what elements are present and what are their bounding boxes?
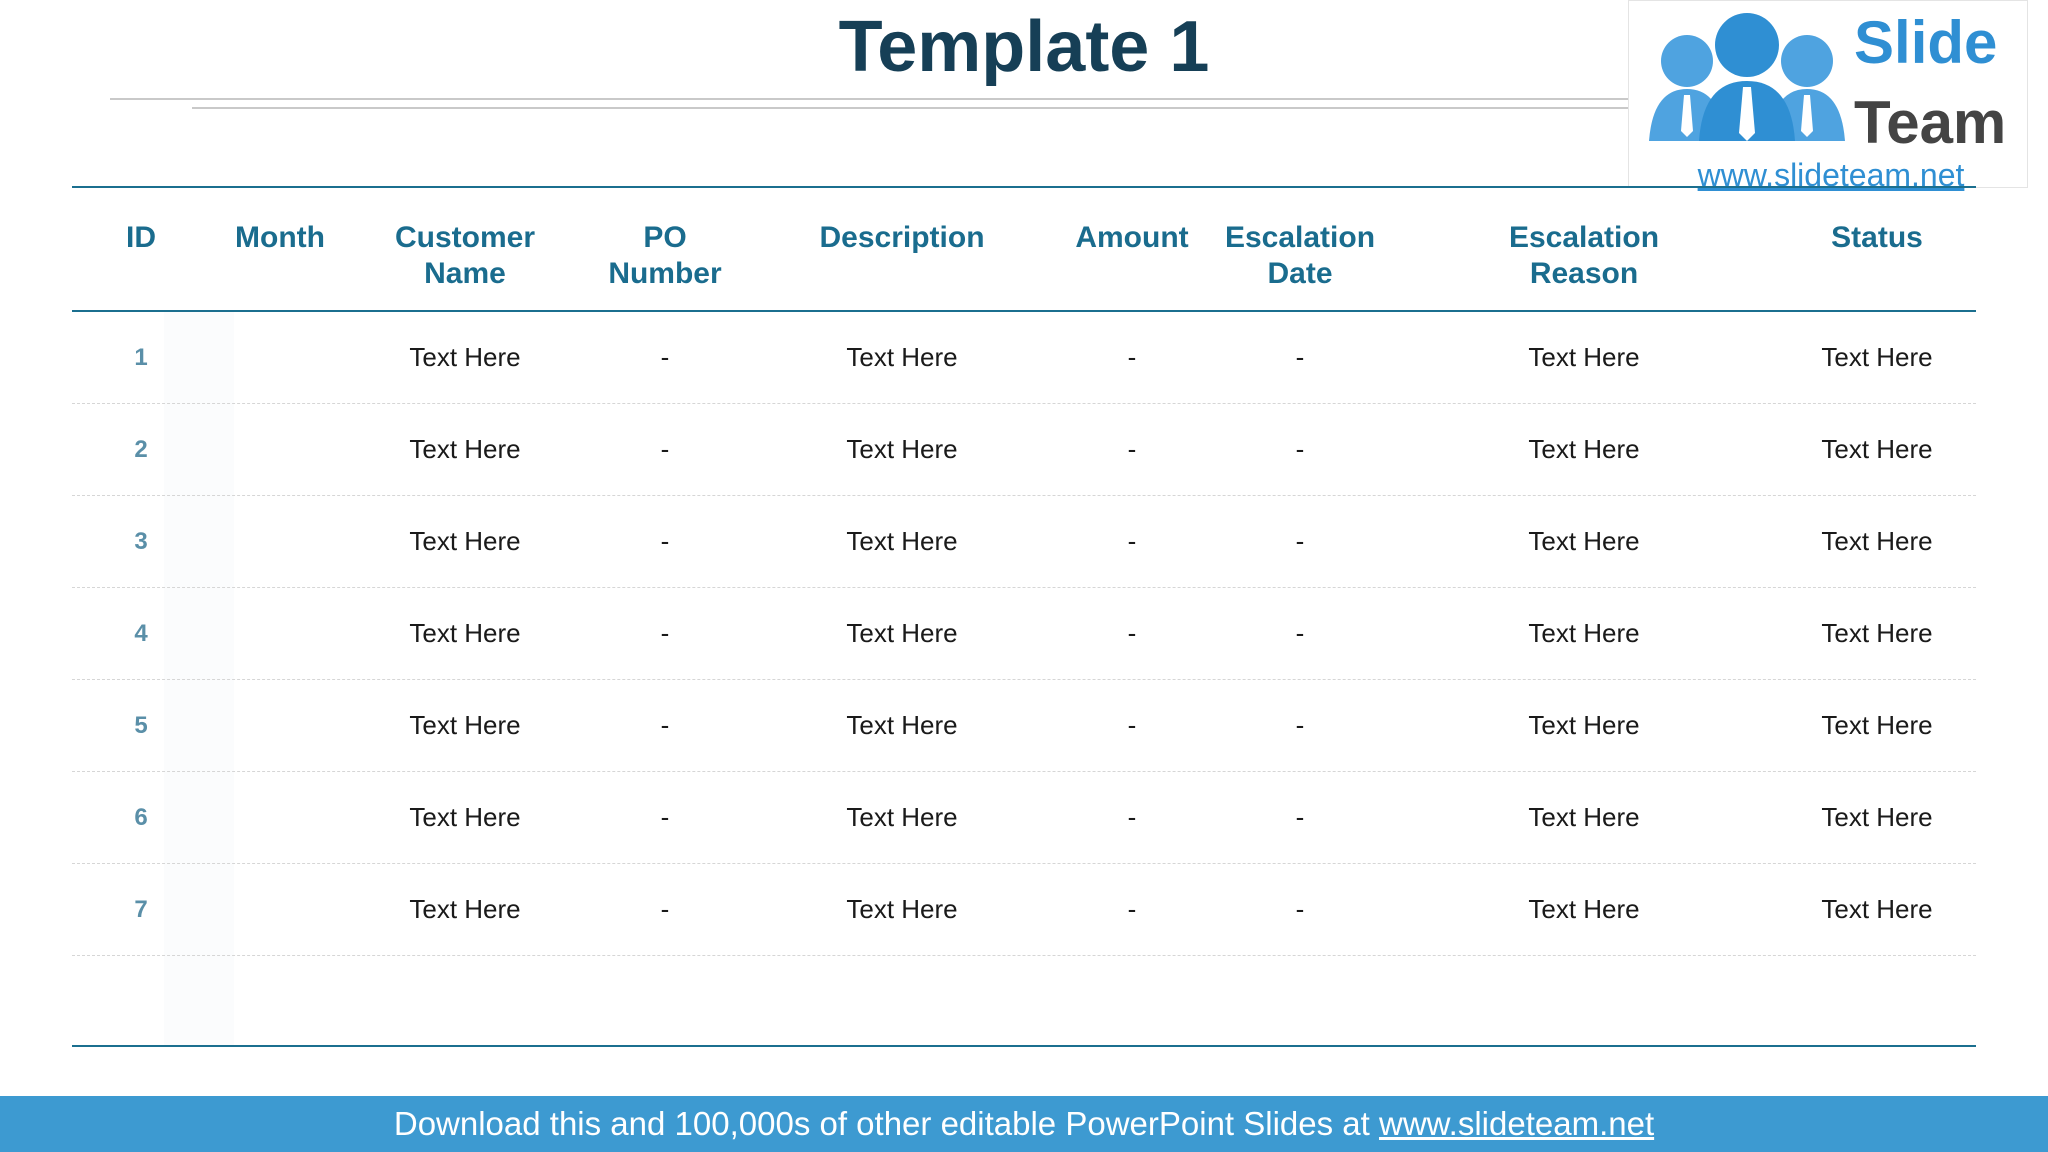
header-amount: Amount (1075, 221, 1189, 254)
table-bottom-rule (72, 1045, 1976, 1047)
cell-status: Text Here (1821, 894, 1933, 924)
cell-description: Text Here (846, 710, 958, 740)
download-banner[interactable] (0, 1096, 2048, 1152)
table-row (72, 772, 1976, 864)
header-id: ID (126, 221, 156, 254)
cell-po-number: - (660, 618, 670, 648)
logo-word-team: Team (1854, 89, 2007, 156)
banner-link[interactable]: www.slideteam.net (1379, 1105, 1655, 1142)
cell-amount: - (1127, 342, 1137, 372)
escalation-table (72, 186, 1976, 1046)
cell-escalation-date: - (1295, 802, 1305, 832)
cell-amount: - (1127, 710, 1137, 740)
cell-po-number: - (660, 894, 670, 924)
slideteam-logo[interactable] (1628, 0, 2028, 193)
cell-escalation-date: - (1295, 434, 1305, 464)
cell-description: Text Here (846, 894, 958, 924)
cell-escalation-reason: Text Here (1528, 618, 1640, 648)
cell-escalation-date: - (1295, 618, 1305, 648)
header-status: Status (1831, 221, 1923, 254)
cell-status: Text Here (1821, 802, 1933, 832)
cell-escalation-reason: Text Here (1528, 894, 1640, 924)
cell-customer-name: Text Here (409, 342, 521, 372)
cell-customer-name: Text Here (409, 526, 521, 556)
cell-status: Text Here (1821, 618, 1933, 648)
cell-amount: - (1127, 802, 1137, 832)
cell-amount: - (1127, 894, 1137, 924)
cell-customer-name: Text Here (409, 894, 521, 924)
cell-id: 1 (134, 343, 148, 371)
header-month: Month (235, 221, 325, 254)
table-row (72, 588, 1976, 680)
cell-status: Text Here (1821, 434, 1933, 464)
table-row (72, 496, 1976, 588)
cell-po-number: - (660, 710, 670, 740)
cell-amount: - (1127, 526, 1137, 556)
cell-escalation-date: - (1295, 894, 1305, 924)
cell-escalation-date: - (1295, 710, 1305, 740)
cell-escalation-reason: Text Here (1528, 526, 1640, 556)
cell-escalation-date: - (1295, 342, 1305, 372)
cell-customer-name: Text Here (409, 434, 521, 464)
cell-description: Text Here (846, 802, 958, 832)
cell-id: 4 (134, 619, 148, 647)
cell-status: Text Here (1821, 342, 1933, 372)
table-header-row (72, 188, 1976, 312)
cell-amount: - (1127, 618, 1137, 648)
table-body (72, 312, 1976, 1046)
header-escalation-date: Escalation Date (1224, 221, 1376, 290)
slide-title: Template 1 (838, 7, 1210, 87)
cell-escalation-reason: Text Here (1528, 802, 1640, 832)
cell-amount: - (1127, 434, 1137, 464)
cell-po-number: - (660, 434, 670, 464)
logo-url-link[interactable]: www.slideteam.net (1697, 157, 1965, 193)
cell-status: Text Here (1821, 526, 1933, 556)
people-icon (1647, 5, 1847, 145)
cell-status: Text Here (1821, 710, 1933, 740)
cell-description: Text Here (846, 342, 958, 372)
cell-description: Text Here (846, 618, 958, 648)
table-row (72, 680, 1976, 772)
cell-escalation-reason: Text Here (1528, 434, 1640, 464)
cell-escalation-date: - (1295, 526, 1305, 556)
table-row (72, 312, 1976, 404)
cell-customer-name: Text Here (409, 710, 521, 740)
table-row (72, 404, 1976, 496)
title-divider-line (110, 98, 1650, 100)
cell-escalation-reason: Text Here (1528, 710, 1640, 740)
cell-description: Text Here (846, 526, 958, 556)
cell-po-number: - (660, 526, 670, 556)
table-row (72, 864, 1976, 956)
cell-id: 3 (134, 527, 148, 555)
header-escalation-reason: Escalation Reason (1508, 221, 1660, 290)
banner-text: Download this and 100,000s of other editable PowerPoint Slides at (393, 1105, 1379, 1142)
cell-customer-name: Text Here (409, 618, 521, 648)
header-po-number: PO Number (608, 221, 722, 290)
cell-id: 6 (134, 803, 148, 831)
header-customer-name: Customer Name (394, 221, 536, 290)
cell-customer-name: Text Here (409, 802, 521, 832)
cell-id: 2 (134, 435, 148, 463)
cell-po-number: - (660, 342, 670, 372)
cell-escalation-reason: Text Here (1528, 342, 1640, 372)
logo-word-slide: Slide (1854, 9, 1998, 76)
cell-id: 5 (134, 711, 148, 739)
cell-po-number: - (660, 802, 670, 832)
header-description: Description (819, 221, 985, 254)
table-empty-row (72, 956, 1976, 1046)
cell-id: 7 (134, 895, 148, 923)
title-divider-line-secondary (192, 107, 1652, 109)
cell-description: Text Here (846, 434, 958, 464)
